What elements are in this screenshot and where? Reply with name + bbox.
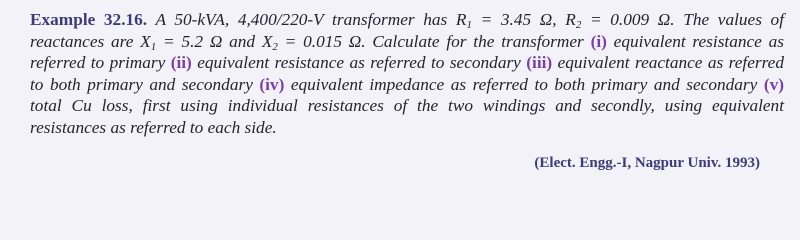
item-text: equivalent reactance as referred to both primary and secondary [30, 53, 784, 94]
item-number: (ii) [170, 53, 192, 73]
r1-symbol: R [455, 10, 467, 29]
x2-symbol: X [261, 31, 273, 51]
x1-value: = 5.2 Ω and [156, 31, 262, 51]
item-number: (i) [590, 31, 607, 51]
r1-value: = 3.45 Ω, [471, 10, 566, 29]
item-number: (iii) [526, 53, 553, 73]
r2-value: = 0.009 Ω. The values of reactances are [30, 10, 784, 51]
example-paragraph [30, 9, 784, 139]
intro-text: A 50-kVA, 4,400/220-V transformer has [155, 10, 456, 29]
item-text: equivalent impedance as referred to both primary and secondary [284, 74, 764, 94]
x1-subscript: 1 [150, 40, 157, 53]
item-number: (iv) [259, 74, 285, 94]
item-text: equivalent resistance as referred to primary [30, 31, 784, 73]
r1-subscript: 1 [466, 19, 472, 31]
x2-subscript: 2 [272, 40, 278, 53]
item-number: (v) [763, 74, 784, 94]
x1-symbol: X [140, 31, 151, 51]
x2-value: = 0.015 Ω. Calculate for the transformer [277, 31, 591, 51]
r2-symbol: R [565, 10, 576, 29]
example-label: Example 32.16. [30, 10, 148, 29]
r2-subscript: 2 [575, 19, 582, 31]
item-text: total Cu loss, first using individual resistances of the two windings and secondly, using equivalent resistances as referred to each side. [30, 96, 784, 137]
item-text: equivalent resistance as referred to secondary [191, 53, 527, 73]
source-citation: (Elect. Engg.-I, Nagpur Univ. 1993) [534, 155, 760, 171]
